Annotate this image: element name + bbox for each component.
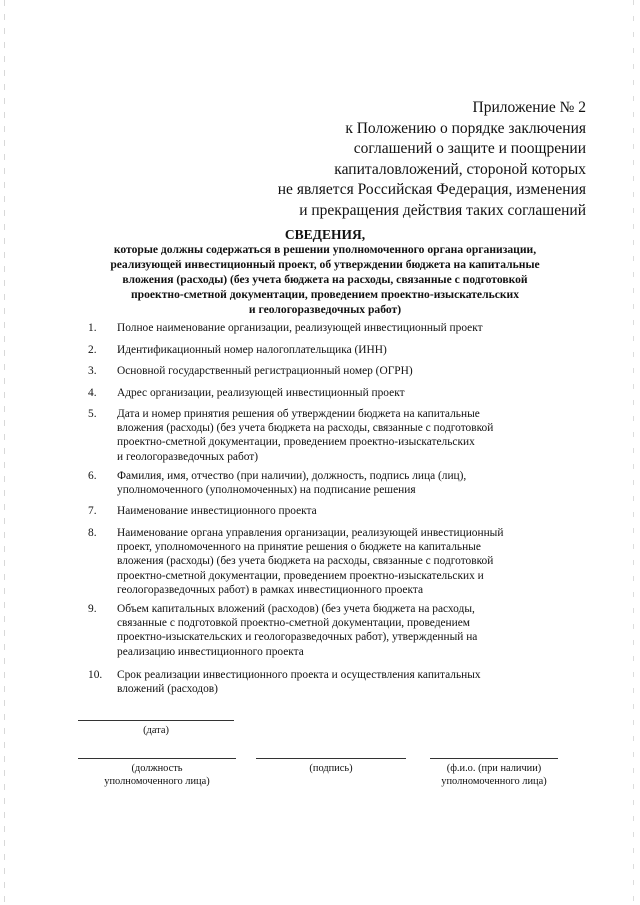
item-text: Срок реализации инвестиционного проекта и осуществления капитальных [117, 669, 481, 681]
item-text: Адрес организации, реализующей инвестиционный проект [117, 387, 405, 399]
item-text: связанные с подготовкой проектно-сметной документации, проведением [117, 617, 471, 630]
position-line [78, 758, 236, 759]
item-text: вложения (расходы) (без учета бюджета на расходы, связанные с подготовкой [117, 422, 494, 435]
item-text: Полное наименование организации, реализующей инвестиционный проект [117, 322, 483, 334]
item-number: 3. [88, 365, 97, 377]
item-text: Дата и номер принятия решения об утверждении бюджета на капитальные [117, 408, 480, 420]
title-line: вложения (расходы) (без учета бюджета на расходы, связанные с подготовкой [122, 272, 528, 286]
item-number: 5. [88, 408, 97, 420]
item-text: Наименование органа управления организации, реализующей инвестиционный [117, 527, 504, 539]
item-text: Идентификационный номер налогоплательщика (ИНН) [117, 344, 387, 356]
position-label-line: (должность [131, 763, 183, 774]
signature-label: (подпись) [309, 763, 353, 774]
item-text: геологоразведочных работ) в рамках инвестиционного проекта [117, 583, 424, 596]
item-number: 9. [88, 603, 97, 615]
item-number: 8. [88, 527, 97, 539]
item-number: 1. [88, 322, 97, 334]
item-number: 10. [88, 669, 103, 681]
appendix-line: Приложение № 2 [472, 99, 586, 116]
name-label-line: уполномоченного лица) [441, 776, 547, 787]
date-label: (дата) [143, 725, 169, 736]
item-text: реализацию инвестиционного проекта [117, 645, 304, 658]
title-line: которые должны содержаться в решении уполномоченного органа организации, [113, 243, 537, 256]
title-main: СВЕДЕНИЯ, [284, 227, 366, 242]
appendix-line: капиталовложений, стороной которых [334, 160, 586, 178]
appendix-line: не является Российская Федерация, изменения [277, 181, 586, 198]
appendix-line: к Положению о порядке заключения [345, 119, 586, 137]
appendix-header [166, 98, 586, 221]
position-label [68, 762, 246, 788]
appendix-line: и прекращения действия таких соглашений [299, 201, 586, 219]
date-line [78, 720, 234, 721]
appendix-line: соглашений о защите и поощрении [353, 140, 586, 157]
item-text: проектно-сметной документации, проведением проектно-изыскательских и [117, 569, 484, 582]
item-number: 6. [88, 470, 97, 482]
name-label-line: (ф.и.о. (при наличии) [446, 763, 542, 774]
name-line [430, 758, 558, 759]
title-line: реализующей инвестиционный проект, об утверждении бюджета на капитальные [110, 257, 540, 271]
title-line: и геологоразведочных работ) [248, 302, 402, 316]
item-text: Наименование инвестиционного проекта [117, 505, 317, 517]
item-number: 2. [88, 344, 97, 356]
item-number: 4. [88, 387, 97, 399]
item-text: Основной государственный регистрационный номер (ОГРН) [117, 365, 413, 377]
item-text: проект, уполномоченного на принятие решения о бюджете на капитальные [117, 541, 481, 554]
item-text: и геологоразведочных работ) [117, 450, 259, 463]
item-text: уполномоченного (уполномоченных) на подписание решения [117, 484, 416, 497]
item-text: Объем капитальных вложений (расходов) (без учета бюджета на расходы, [117, 603, 475, 615]
item-text: вложения (расходы) (без учета бюджета на расходы, связанные с подготовкой [117, 555, 494, 568]
scan-edge-right [633, 0, 634, 905]
item-number: 7. [88, 505, 97, 517]
signature-line [256, 758, 406, 759]
title-line: проектно-сметной документации, проведением проектно-изыскательских [130, 287, 520, 301]
item-text: проектно-сметной документации, проведением проектно-изыскательских [117, 436, 475, 449]
position-label-line: уполномоченного лица) [104, 776, 210, 787]
item-text: вложений (расходов) [117, 683, 218, 696]
item-text: проектно-изыскательских и геологоразведочных работ), утвержденный на [117, 631, 478, 644]
name-label [418, 762, 570, 788]
scan-edge-left [4, 0, 5, 905]
item-text: Фамилия, имя, отчество (при наличии), должность, подпись лица (лиц), [117, 470, 467, 482]
document-title [90, 226, 560, 318]
